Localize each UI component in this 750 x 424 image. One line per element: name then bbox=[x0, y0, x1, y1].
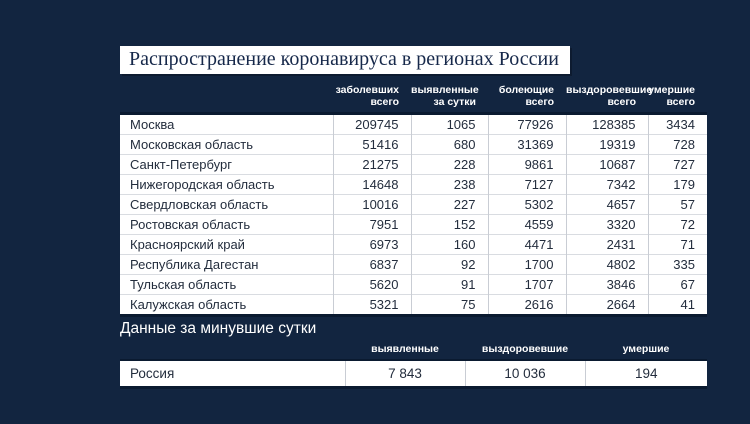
value-cell: 7951 bbox=[333, 215, 411, 235]
value-cell: 5302 bbox=[488, 195, 566, 215]
value-cell: 19319 bbox=[566, 135, 648, 155]
value-cell: 10016 bbox=[333, 195, 411, 215]
value-cell: 31369 bbox=[488, 135, 566, 155]
region-cell: Нижегородская область bbox=[120, 175, 333, 195]
column-header-detected-daily: выявленные за сутки bbox=[411, 84, 479, 108]
daily-table-body bbox=[120, 360, 707, 388]
value-cell: 2664 bbox=[566, 295, 648, 316]
region-cell: Россия bbox=[130, 366, 175, 381]
value-cell: 2431 bbox=[566, 235, 648, 255]
column-header-died-total: умершие всего bbox=[648, 84, 695, 108]
region-cell: Санкт-Петербург bbox=[120, 155, 333, 175]
value-cell: 3846 bbox=[566, 275, 648, 295]
column-header-infected-total: заболевших всего bbox=[335, 84, 399, 108]
value-cell: 179 bbox=[648, 175, 707, 195]
table-row bbox=[120, 255, 707, 275]
value-cell: 4802 bbox=[566, 255, 648, 275]
value-cell: 10687 bbox=[566, 155, 648, 175]
value-cell: 92 bbox=[411, 255, 488, 275]
value-cell: 6973 bbox=[333, 235, 411, 255]
value-cell: 1700 bbox=[488, 255, 566, 275]
value-cell: 238 bbox=[411, 175, 488, 195]
value-cell: 91 bbox=[411, 275, 488, 295]
value-cell: 335 bbox=[648, 255, 707, 275]
value-cell: 6837 bbox=[333, 255, 411, 275]
daily-section-label: Данные за минувшие сутки bbox=[120, 320, 317, 337]
value-cell: 4471 bbox=[488, 235, 566, 255]
value-cell: 41 bbox=[648, 295, 707, 316]
daily-column-header-died: умершие bbox=[622, 343, 670, 355]
value-cell: 194 bbox=[585, 360, 707, 388]
table-row bbox=[120, 235, 707, 255]
value-cell: 160 bbox=[411, 235, 488, 255]
value-cell: 57 bbox=[648, 195, 707, 215]
page-title-text: Распространение коронавируса в регионах России bbox=[129, 48, 559, 70]
value-cell: 5620 bbox=[333, 275, 411, 295]
table-row bbox=[120, 114, 707, 135]
value-cell: 3320 bbox=[566, 215, 648, 235]
value-cell: 209745 bbox=[333, 114, 411, 135]
value-cell: 2616 bbox=[488, 295, 566, 316]
region-cell: Московская область bbox=[120, 135, 333, 155]
value-cell: 228 bbox=[411, 155, 488, 175]
table-row bbox=[120, 135, 707, 155]
table-row bbox=[120, 360, 707, 388]
region-cell: Красноярский край bbox=[120, 235, 333, 255]
value-cell: 67 bbox=[648, 275, 707, 295]
value-cell: 10 036 bbox=[465, 360, 585, 388]
table-row bbox=[120, 195, 707, 215]
region-cell: Калужская область bbox=[120, 295, 333, 316]
regions-table-body bbox=[120, 114, 707, 316]
value-cell: 4657 bbox=[566, 195, 648, 215]
value-cell: 728 bbox=[648, 135, 707, 155]
regions-table bbox=[120, 82, 707, 317]
value-cell: 9861 bbox=[488, 155, 566, 175]
region-cell: Свердловская область bbox=[120, 195, 333, 215]
page-title bbox=[120, 46, 570, 74]
value-cell: 727 bbox=[648, 155, 707, 175]
region-cell: Тульская область bbox=[120, 275, 333, 295]
value-cell: 1065 bbox=[411, 114, 488, 135]
value-cell: 77926 bbox=[488, 114, 566, 135]
regions-table-header bbox=[120, 82, 707, 114]
table-row bbox=[120, 295, 707, 316]
table-row bbox=[120, 175, 707, 195]
daily-table-header bbox=[120, 341, 707, 360]
column-header-recovered-total: выздоровевшие всего bbox=[566, 84, 653, 108]
value-cell: 1707 bbox=[488, 275, 566, 295]
value-cell: 14648 bbox=[333, 175, 411, 195]
value-cell: 7 843 bbox=[345, 360, 465, 388]
table-row bbox=[120, 155, 707, 175]
value-cell: 128385 bbox=[566, 114, 648, 135]
table-row bbox=[120, 215, 707, 235]
region-cell: Ростовская область bbox=[120, 215, 333, 235]
value-cell: 72 bbox=[648, 215, 707, 235]
value-cell: 3434 bbox=[648, 114, 707, 135]
value-cell: 4559 bbox=[488, 215, 566, 235]
value-cell: 51416 bbox=[333, 135, 411, 155]
value-cell: 21275 bbox=[333, 155, 411, 175]
value-cell: 75 bbox=[411, 295, 488, 316]
daily-column-header-region bbox=[120, 341, 345, 360]
value-cell: 5321 bbox=[333, 295, 411, 316]
value-cell: 7342 bbox=[566, 175, 648, 195]
value-cell: 680 bbox=[411, 135, 488, 155]
value-cell: 7127 bbox=[488, 175, 566, 195]
value-cell: 227 bbox=[411, 195, 488, 215]
table-row bbox=[120, 275, 707, 295]
value-cell: 152 bbox=[411, 215, 488, 235]
daily-column-header-recovered: выздоровевшие bbox=[481, 343, 569, 355]
daily-table bbox=[120, 341, 707, 389]
column-header-sick-total: болеющие всего bbox=[498, 84, 554, 108]
region-cell: Москва bbox=[130, 117, 175, 132]
column-header-region bbox=[120, 82, 333, 114]
value-cell: 71 bbox=[648, 235, 707, 255]
daily-column-header-detected: выявленные bbox=[371, 343, 439, 355]
region-cell: Республика Дагестан bbox=[120, 255, 333, 275]
